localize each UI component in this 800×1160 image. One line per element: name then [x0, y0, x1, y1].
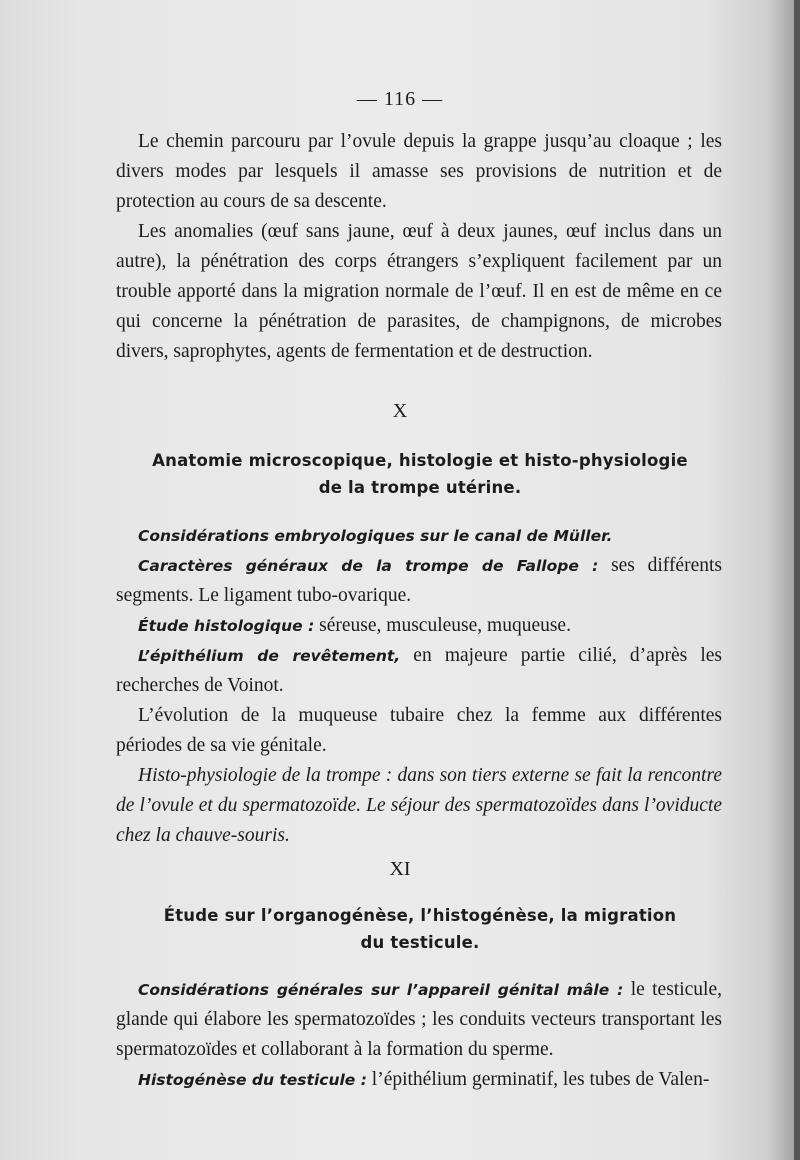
intro-text	[116, 127, 722, 367]
section-x-paragraph-1	[116, 521, 722, 551]
section-x-paragraph-6: Histo-physiologie de la trompe : dans son tiers externe se fait la rencontre de l’ovule et du spermatozoïde. Le séjour des spermatozoïdes dans l’oviducte chez la chauve-souris.	[116, 765, 722, 846]
histology-heading: Étude histologique :	[138, 617, 315, 635]
section-x-paragraph-3	[116, 611, 722, 641]
histogenesis-text: l’épithélium germinatif, les tubes de Valen-	[366, 1069, 710, 1090]
epithelium-heading: L’épithélium de revêtement,	[138, 647, 401, 665]
section-xi-text	[116, 975, 722, 1095]
section-xi-title	[120, 902, 720, 956]
general-considerations-heading: Considérations générales sur l’appareil génital mâle :	[138, 981, 624, 999]
fallope-text: ses différents segments. Le ligament tubo-ovarique.	[116, 555, 722, 606]
general-considerations-text: le testicule, glande qui élabore les spermatozoïdes ; les conduits vecteurs transportant les spermatozoïdes et collaborant à la formation du sperme.	[116, 979, 722, 1060]
section-xi-paragraph-2	[116, 1065, 722, 1095]
histology-text: séreuse, musculeuse, muqueuse.	[314, 615, 571, 636]
page-edge-shadow	[794, 0, 800, 1160]
section-x-title	[120, 447, 720, 501]
section-xi-paragraph-1	[116, 975, 722, 1065]
page-number: — 116 —	[356, 88, 444, 110]
section-x-title-line-2: de la trompe utérine.	[318, 478, 522, 497]
epithelium-text: en majeure partie cilié, d’après les recherches de Voinot.	[116, 645, 722, 696]
histogenesis-heading: Histogénèse du testicule :	[138, 1071, 367, 1089]
section-x-text	[116, 521, 722, 851]
intro-paragraph-2: Les anomalies (œuf sans jaune, œuf à deux jaunes, œuf inclus dans un autre), la pénétration des corps étrangers s’expliquent facilement par un trouble apporté dans la migration normale de l’œuf. Il en est de même en ce qui concerne la pénétration de parasites, de champignons, de microbes divers, saprophytes, agents de fermentation et de destruction.	[116, 221, 722, 362]
fallope-heading: Caractères généraux de la trompe de Fallope :	[138, 557, 599, 575]
section-x-paragraph-5: L’évolution de la muqueuse tubaire chez la femme aux différentes périodes de sa vie génitale.	[116, 705, 722, 756]
section-x-title-line-1: Anatomie microscopique, histologie et histo-physiologie	[152, 451, 688, 470]
section-x-paragraph-4	[116, 641, 722, 701]
section-xi-title-line-2: du testicule.	[360, 933, 480, 952]
section-x-paragraph-2	[116, 551, 722, 611]
embryology-heading: Considérations embryologiques sur le canal de Müller.	[138, 527, 613, 545]
section-x-number: X	[392, 400, 408, 422]
intro-paragraph-1: Le chemin parcouru par l’ovule depuis la grappe jusqu’au cloaque ; les divers modes par lesquels il amasse ses provisions de nutrition et de protection au cours de sa descente.	[116, 131, 722, 212]
section-xi-number: XI	[389, 858, 411, 880]
section-xi-title-line-1: Étude sur l’organogénèse, l’histogénèse, la migration	[163, 906, 677, 925]
